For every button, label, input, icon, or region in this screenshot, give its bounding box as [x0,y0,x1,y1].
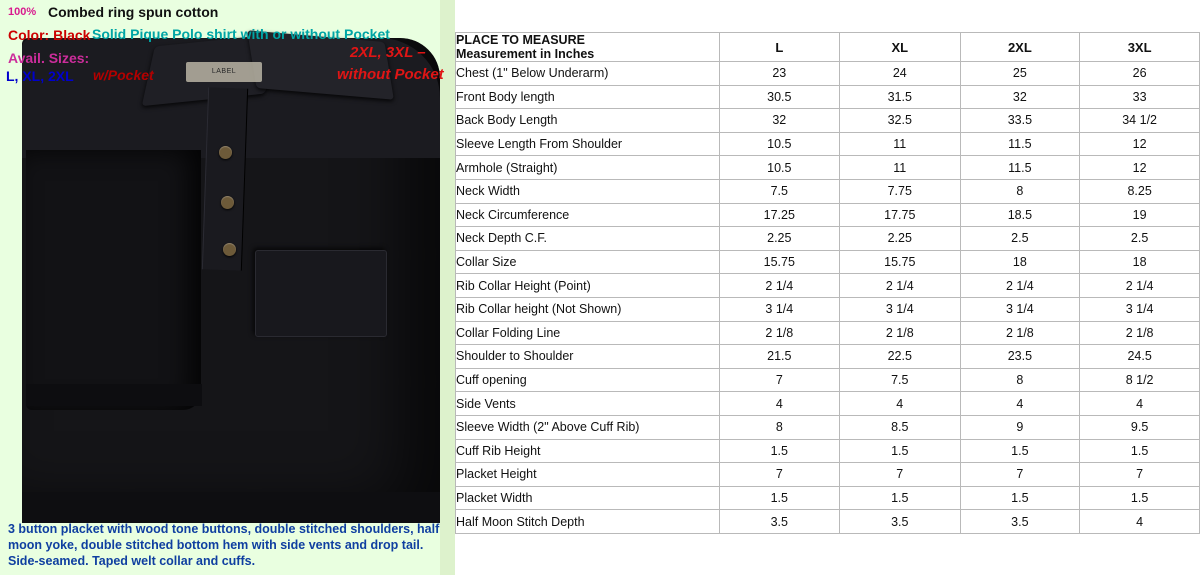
without-pocket-sizes-text: 2XL, 3XL – [350,44,426,61]
measure-header-cell [456,33,720,62]
measure-value-cell: 7 [1080,463,1200,487]
measure-value-cell: 23.5 [960,345,1080,369]
measure-value-cell: 7 [719,368,839,392]
measure-value-cell: 21.5 [719,345,839,369]
measure-value-cell: 15.75 [719,250,839,274]
measure-value-cell: 11.5 [960,132,1080,156]
measure-value-cell: 15.75 [840,250,960,274]
size-header-3xl: 3XL [1080,33,1200,62]
measure-value-cell: 8 [960,179,1080,203]
measure-value-cell: 33.5 [960,109,1080,133]
measure-value-cell: 4 [1080,392,1200,416]
measure-value-cell: 2.5 [1080,227,1200,251]
table-row [456,392,1200,416]
measure-value-cell: 3.5 [719,510,839,534]
measure-label-cell: Front Body length [456,85,720,109]
measure-label-cell: Placket Height [456,463,720,487]
measure-value-cell: 22.5 [840,345,960,369]
table-row [456,179,1200,203]
size-header-xl: XL [840,33,960,62]
measure-value-cell: 17.75 [840,203,960,227]
measure-value-cell: 1.5 [719,439,839,463]
shirt-pocket [255,250,387,337]
measure-value-cell: 2 1/4 [840,274,960,298]
measure-value-cell: 11 [840,132,960,156]
measure-label-cell: Shoulder to Shoulder [456,345,720,369]
measure-label-cell: Neck Circumference [456,203,720,227]
product-description-text: Solid Pique Polo shirt with or without Pocket [92,26,390,42]
measure-value-cell: 3.5 [840,510,960,534]
measure-value-cell: 2.25 [840,227,960,251]
measure-value-cell: 2 1/8 [840,321,960,345]
table-row [456,345,1200,369]
table-header-row [456,33,1200,62]
measure-label-cell: Sleeve Length From Shoulder [456,132,720,156]
measure-value-cell: 8.25 [1080,179,1200,203]
measure-value-cell: 2 1/4 [960,274,1080,298]
table-row [456,463,1200,487]
measure-value-cell: 1.5 [960,486,1080,510]
measure-value-cell: 32.5 [840,109,960,133]
measure-value-cell: 8.5 [840,415,960,439]
measure-value-cell: 26 [1080,62,1200,86]
table-row [456,109,1200,133]
table-row [456,297,1200,321]
measure-value-cell: 32 [719,109,839,133]
measure-value-cell: 24 [840,62,960,86]
measure-value-cell: 12 [1080,132,1200,156]
measure-value-cell: 2 1/8 [719,321,839,345]
measure-label-cell: Side Vents [456,392,720,416]
sizes-with-pocket-text: L, XL, 2XL [6,68,74,84]
measure-label-cell: Rib Collar height (Not Shown) [456,297,720,321]
measure-value-cell: 8 1/2 [1080,368,1200,392]
shirt-bottom-hem [22,492,440,523]
measure-label-cell: Cuff opening [456,368,720,392]
measure-value-cell: 2 1/8 [1080,321,1200,345]
measure-label-cell: Chest (1" Below Underarm) [456,62,720,86]
measure-value-cell: 11 [840,156,960,180]
table-row [456,132,1200,156]
measure-value-cell: 4 [840,392,960,416]
cotton-percent-text: 100% [8,6,37,18]
table-row [456,439,1200,463]
available-sizes-label: Avail. Sizes: [8,50,90,66]
measure-value-cell: 1.5 [840,486,960,510]
table-row [456,368,1200,392]
measure-value-cell: 3.5 [960,510,1080,534]
table-row [456,510,1200,534]
measure-header-line2: Measurement in Inches [456,47,595,61]
with-pocket-note: w/Pocket [93,67,154,83]
table-row [456,486,1200,510]
table-row [456,62,1200,86]
measure-value-cell: 25 [960,62,1080,86]
table-row [456,415,1200,439]
table-row [456,85,1200,109]
measure-label-cell: Back Body Length [456,109,720,133]
measure-value-cell: 3 1/4 [719,297,839,321]
measure-label-cell: Placket Width [456,486,720,510]
measure-value-cell: 1.5 [960,439,1080,463]
measure-value-cell: 18 [960,250,1080,274]
measure-header-line1: PLACE TO MEASURE [456,33,585,47]
measure-value-cell: 2 1/8 [960,321,1080,345]
measure-value-cell: 4 [960,392,1080,416]
cotton-description-text: Combed ring spun cotton [48,4,219,20]
measure-label-cell: Sleeve Width (2" Above Cuff Rib) [456,415,720,439]
size-header-l: L [719,33,839,62]
measure-value-cell: 1.5 [1080,439,1200,463]
measurement-table-body [456,62,1200,534]
measure-value-cell: 7.75 [840,179,960,203]
measure-value-cell: 10.5 [719,132,839,156]
size-header-2xl: 2XL [960,33,1080,62]
measure-label-cell: Collar Folding Line [456,321,720,345]
measure-label-cell: Rib Collar Height (Point) [456,274,720,298]
photo-edge-strip [440,0,455,575]
measure-value-cell: 12 [1080,156,1200,180]
polo-shirt-photo [0,0,455,575]
measure-value-cell: 18.5 [960,203,1080,227]
measure-label-cell: Half Moon Stitch Depth [456,510,720,534]
measure-value-cell: 10.5 [719,156,839,180]
measure-value-cell: 2.25 [719,227,839,251]
measure-value-cell: 30.5 [719,85,839,109]
measure-value-cell: 1.5 [840,439,960,463]
construction-description: 3 button placket with wood tone buttons, double stitched shoulders, half moon yoke, double stitched bottom hem with side vents and drop tail. Side-seamed. Taped welt collar and cuffs. [8,522,440,568]
placket-button-2 [221,196,234,209]
table-row [456,203,1200,227]
collar-brand-label: LABEL [186,62,262,82]
measure-value-cell: 3 1/4 [1080,297,1200,321]
table-row [456,274,1200,298]
measure-value-cell: 2.5 [960,227,1080,251]
measure-label-cell: Neck Depth C.F. [456,227,720,251]
measure-value-cell: 7.5 [719,179,839,203]
shirt-sleeve-hem [26,384,202,406]
measure-value-cell: 7 [960,463,1080,487]
measure-value-cell: 7 [840,463,960,487]
measure-value-cell: 19 [1080,203,1200,227]
shirt-sleeve [26,150,201,410]
measure-value-cell: 8 [719,415,839,439]
measure-value-cell: 2 1/4 [719,274,839,298]
color-label-text: Color: Black [8,27,91,43]
measure-value-cell: 18 [1080,250,1200,274]
placket-button-3 [223,243,236,256]
measure-value-cell: 9 [960,415,1080,439]
measure-value-cell: 17.25 [719,203,839,227]
measure-value-cell: 9.5 [1080,415,1200,439]
table-row [456,321,1200,345]
measure-value-cell: 24.5 [1080,345,1200,369]
table-row [456,156,1200,180]
measure-value-cell: 4 [1080,510,1200,534]
table-row [456,250,1200,274]
measure-label-cell: Neck Width [456,179,720,203]
placket-button-1 [219,146,232,159]
measure-value-cell: 2 1/4 [1080,274,1200,298]
measure-value-cell: 34 1/2 [1080,109,1200,133]
measure-value-cell: 3 1/4 [960,297,1080,321]
measure-value-cell: 31.5 [840,85,960,109]
measure-value-cell: 11.5 [960,156,1080,180]
measure-label-cell: Cuff Rib Height [456,439,720,463]
without-pocket-note: without Pocket [337,66,444,83]
measure-value-cell: 33 [1080,85,1200,109]
measure-value-cell: 3 1/4 [840,297,960,321]
size-chart-panel [455,0,1200,575]
measure-value-cell: 32 [960,85,1080,109]
measure-value-cell: 23 [719,62,839,86]
measure-label-cell: Armhole (Straight) [456,156,720,180]
measure-value-cell: 4 [719,392,839,416]
measure-value-cell: 8 [960,368,1080,392]
measure-value-cell: 7.5 [840,368,960,392]
product-photo-panel [0,0,455,575]
measurement-table [455,32,1200,534]
measure-value-cell: 1.5 [719,486,839,510]
measure-value-cell: 7 [719,463,839,487]
measure-label-cell: Collar Size [456,250,720,274]
measure-value-cell: 1.5 [1080,486,1200,510]
table-row [456,227,1200,251]
